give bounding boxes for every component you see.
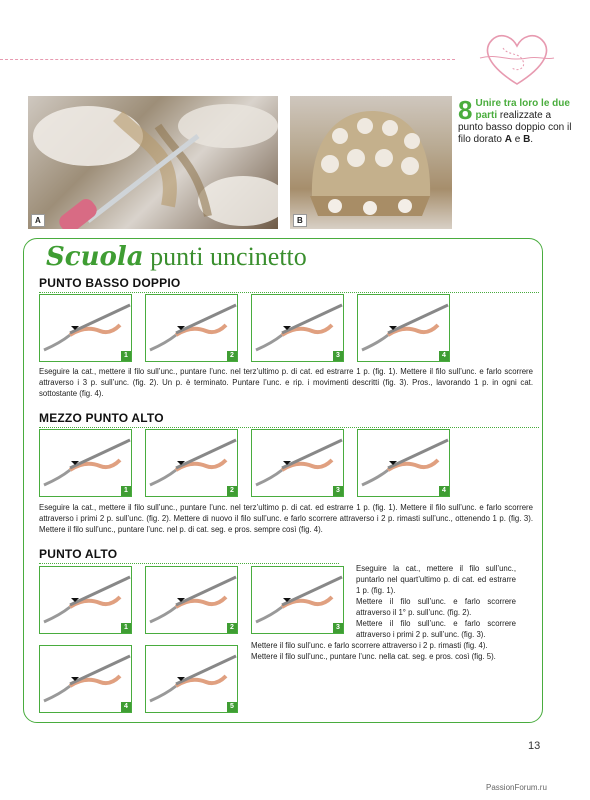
step-text: realizzate a punto basso doppio con il filo dorato — [458, 110, 572, 145]
figure-number: 1 — [121, 351, 131, 361]
section-rule-3 — [39, 563, 339, 564]
section-title-1: PUNTO BASSO DOPPIO — [39, 276, 181, 290]
crochet-diagram — [146, 295, 239, 363]
section-rule-2 — [39, 427, 539, 428]
figure-number: 1 — [121, 486, 131, 496]
photo-b — [290, 96, 452, 229]
step-lead: Unire tra loro le due parti — [475, 98, 570, 121]
section-text-3b — [251, 640, 531, 662]
punto-alto-step-5: Mettere il filo sull’unc., puntare l’unc. nella cat. seg. e pros. così (fig. 5). — [251, 652, 496, 661]
crochet-diagram — [40, 567, 133, 635]
crochet-diagram — [146, 567, 239, 635]
figure-number: 2 — [227, 486, 237, 496]
crochet-diagram — [252, 430, 345, 498]
figure-number: 5 — [227, 702, 237, 712]
crochet-diagram — [358, 430, 451, 498]
photo-a — [28, 96, 278, 229]
step-bold-b: B — [523, 134, 531, 145]
section-text-1: Eseguire la cat., mettere il filo sull’unc., puntare l’unc. nel terz’ultimo p. di cat. ed estrarre 1 p. (fig. 1). Mettere il filo sull’unc. e farlo scorrere attraverso i 3 p. sull’unc. (fig. 2). Un p. è terminato. Puntare l’unc. e rip. i movimenti descritti (fig. 3). Pros., lavorando 1 p. in ogni cat. sottostante (fig. 4). — [39, 367, 533, 398]
crochet-diagram — [40, 430, 133, 498]
page-number: 13 — [528, 740, 541, 752]
figure-number: 4 — [439, 351, 449, 361]
figure-number: 4 — [121, 702, 131, 712]
punto-alto-step-2: Mettere il filo sull’unc. e farlo scorrere attraverso il 1° p. sull’unc. (fig. 2). — [356, 597, 516, 617]
figure — [145, 645, 238, 713]
step-number: 8 — [458, 95, 473, 125]
figure-number: 3 — [333, 486, 343, 496]
photo-b-tag: B — [293, 214, 307, 227]
figure-number: 1 — [121, 623, 131, 633]
step-and: e — [511, 134, 524, 145]
punto-alto-step-1: Eseguire la cat., mettere il filo sull’unc., puntarlo nel quart’ultimo p. di cat. ed estrarre 1 p. (fig. 1). — [356, 564, 516, 595]
step-8-text — [458, 95, 573, 146]
section-title-2: MEZZO PUNTO ALTO — [39, 411, 164, 425]
crochet-diagram — [146, 646, 239, 714]
lesson-title-rest: punti uncinetto — [143, 242, 307, 271]
figure — [39, 645, 132, 713]
crochet-diagram — [40, 646, 133, 714]
lesson-title — [40, 240, 313, 273]
figure — [251, 294, 344, 362]
crochet-diagram — [252, 295, 345, 363]
figure-number: 2 — [227, 623, 237, 633]
heart-icon — [478, 28, 556, 90]
step-end: . — [530, 134, 534, 145]
figure — [39, 566, 132, 634]
figure — [145, 429, 238, 497]
photo-a-tag: A — [31, 214, 45, 227]
figure — [357, 294, 450, 362]
figure-number: 2 — [227, 351, 237, 361]
figure — [251, 429, 344, 497]
figure — [145, 294, 238, 362]
crochet-diagram — [252, 567, 345, 635]
figure-number: 3 — [333, 351, 343, 361]
crochet-diagram — [146, 430, 239, 498]
crochet-diagram — [40, 295, 133, 363]
step-bold-a: A — [504, 134, 512, 145]
figure — [39, 429, 132, 497]
punto-alto-step-4: Mettere il filo sull’unc. e farlo scorrere attraverso i 2 p. rimasti (fig. 4). — [251, 641, 488, 650]
figure — [357, 429, 450, 497]
header-dashed-line — [0, 59, 455, 60]
footer-watermark: PassionForum.ru — [486, 783, 547, 792]
lesson-title-script: Scuola — [46, 242, 144, 272]
section-rule-1 — [39, 292, 539, 293]
figure — [39, 294, 132, 362]
figure — [251, 566, 344, 634]
punto-alto-step-3: Mettere il filo sull’unc. e farlo scorrere attraverso i primi 2 p. sull’unc. (fig. 3). — [356, 619, 516, 639]
section-text-3 — [356, 563, 516, 640]
figure-number: 3 — [333, 623, 343, 633]
section-title-3: PUNTO ALTO — [39, 547, 118, 561]
section-text-2: Eseguire la cat., mettere il filo sull’unc., puntare l’unc. nel terz’ultimo p. di cat. ed estrarre 1 p. (fig. 1). Mettere il filo sull’unc. e farlo scorrere attraverso i primi 2 p. sull’unc. (fig. 2). Mettere di nuovo il filo sull’unc. e farlo scorrere attraverso i 2 p. rimasti sull’unc., ottenendo 1 p. (fig. 3). Mettere il filo sull’unc., puntare l’unc. nel p. di cat. seg. e pros. sempre così (fig. 4). — [39, 503, 533, 534]
figure-number: 4 — [439, 486, 449, 496]
figure — [145, 566, 238, 634]
crochet-diagram — [358, 295, 451, 363]
